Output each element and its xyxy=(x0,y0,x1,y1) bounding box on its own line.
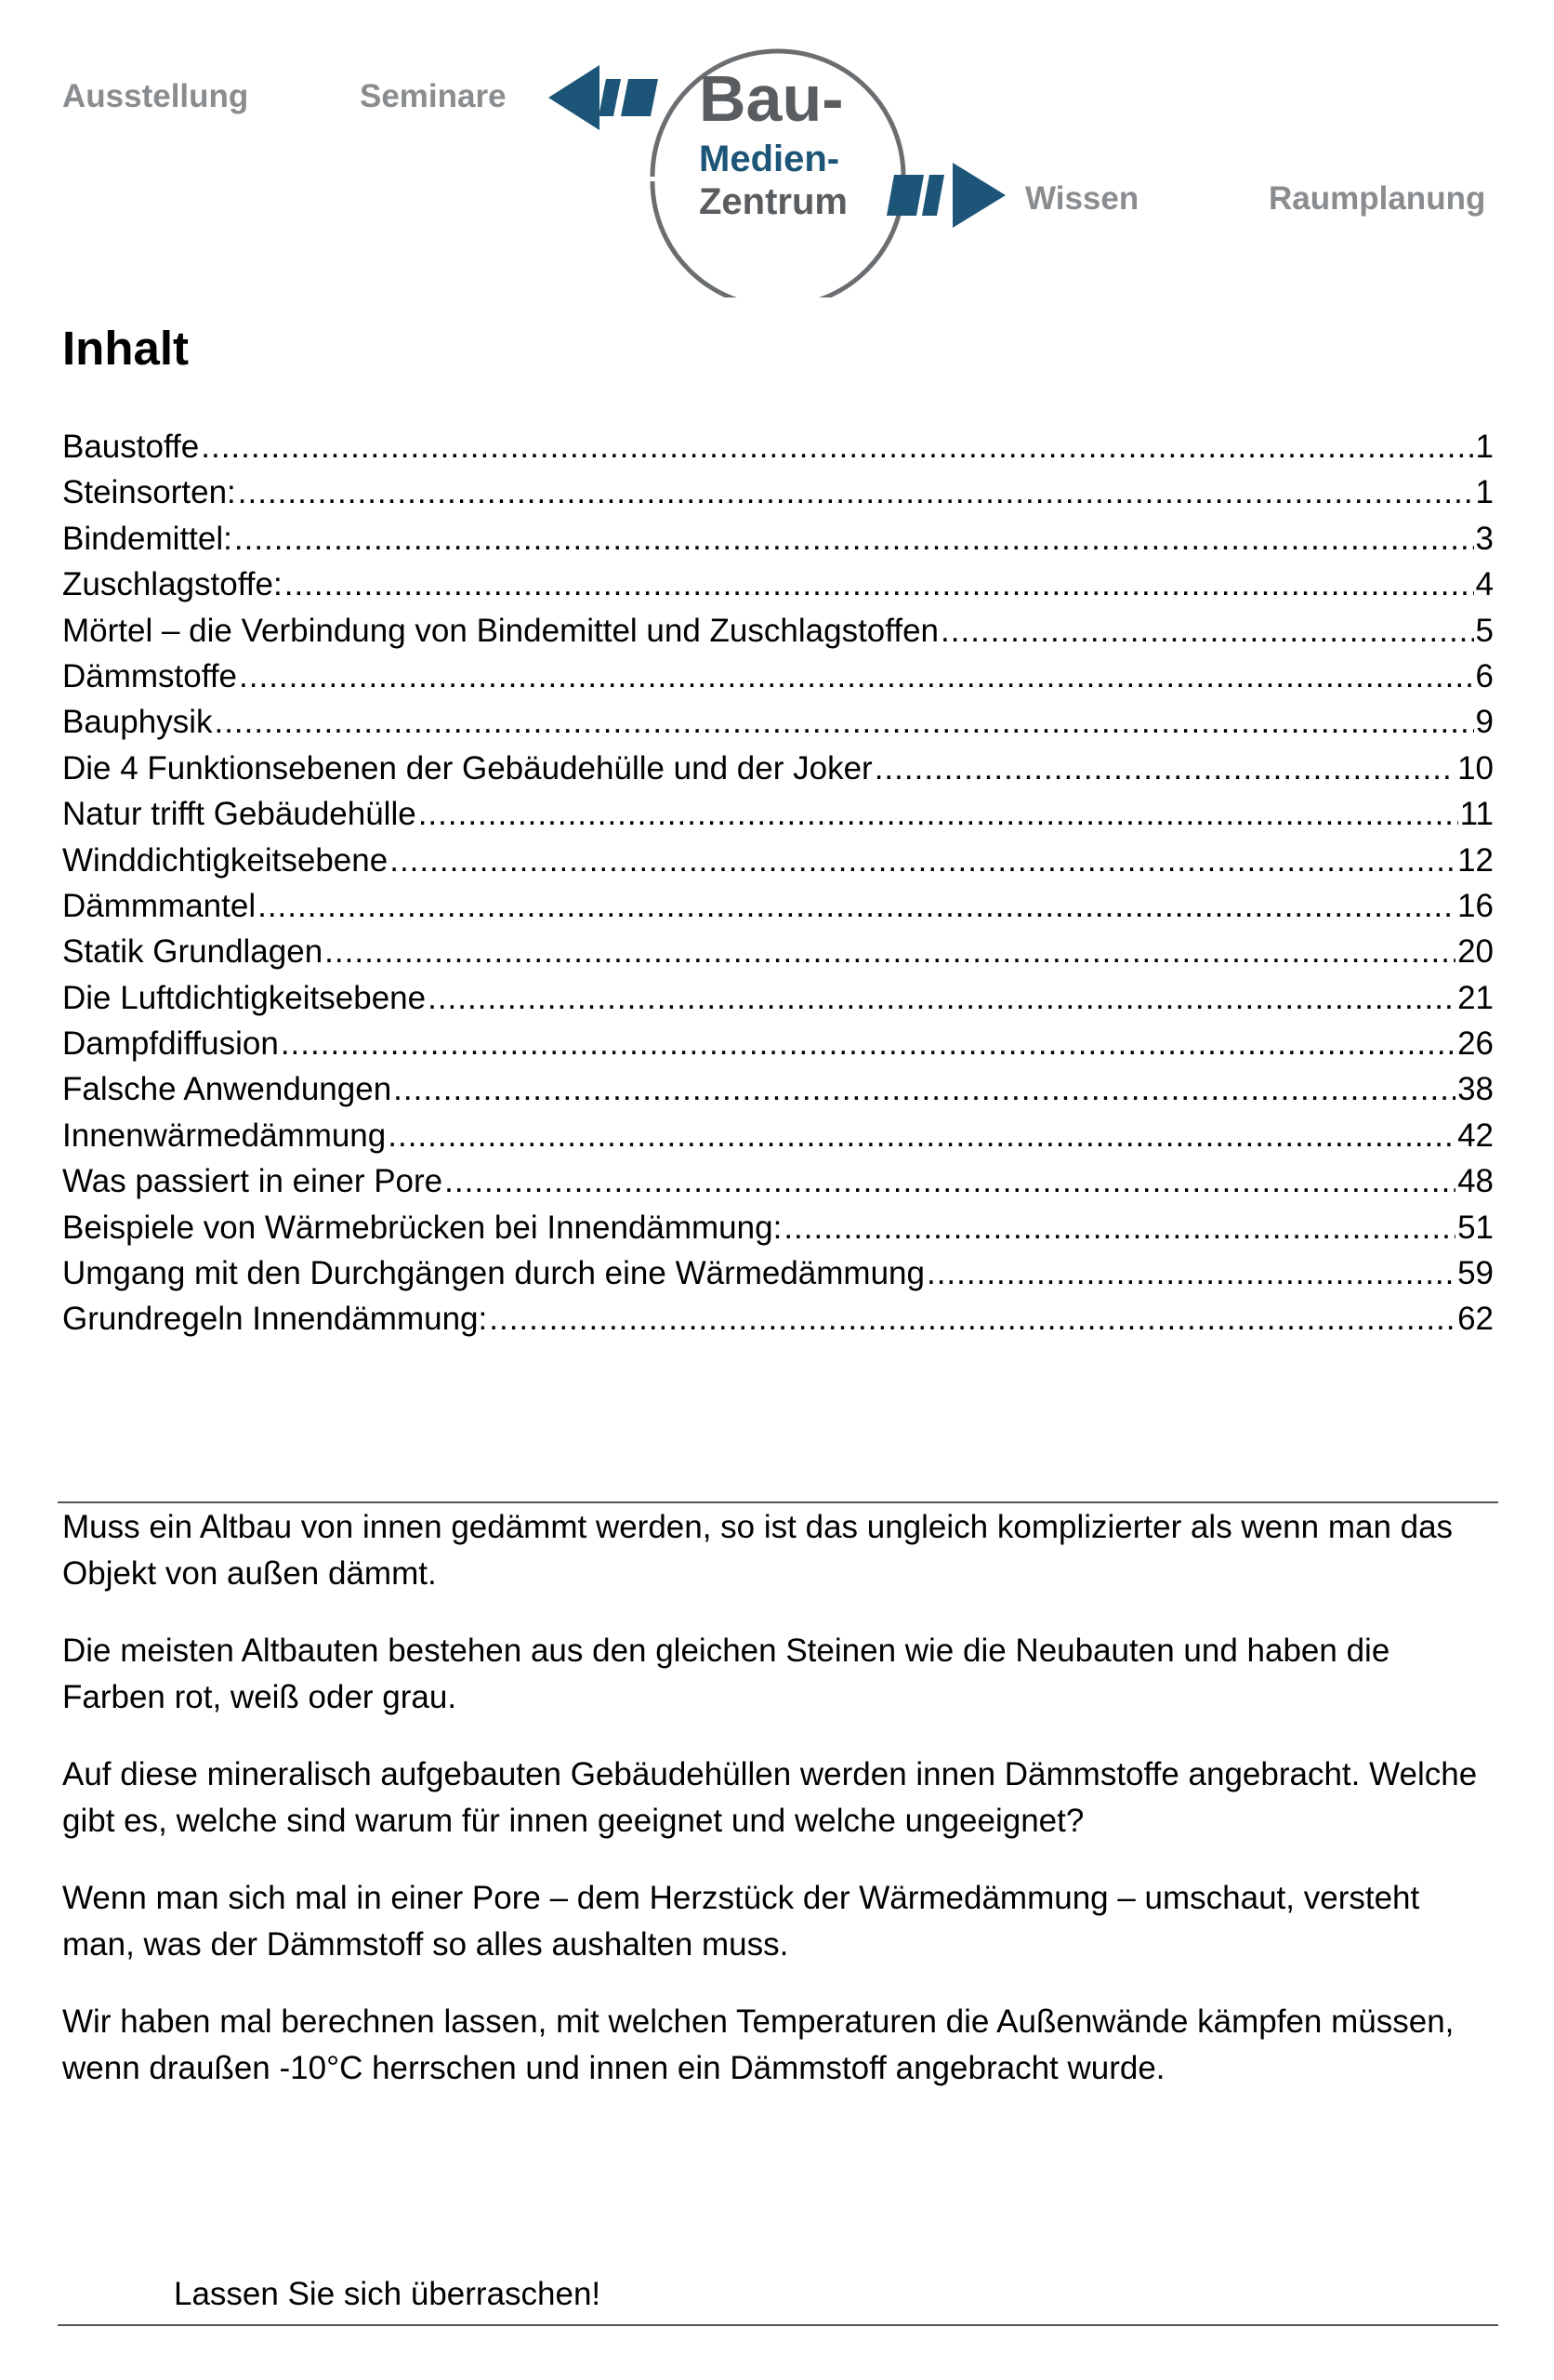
toc-entry[interactable] xyxy=(62,1250,1494,1296)
toc-entry[interactable] xyxy=(62,838,1494,883)
toc-entry[interactable] xyxy=(62,1113,1494,1158)
toc-leader-dots xyxy=(489,1296,1455,1342)
toc-leader-dots xyxy=(239,654,1474,699)
logo-bar xyxy=(922,175,944,216)
toc-entry[interactable] xyxy=(62,929,1494,974)
toc-entry-page: 20 xyxy=(1457,933,1494,971)
toc-entry-label: Falsche Anwendungen xyxy=(62,1071,392,1108)
toc-entry-label: Steinsorten: xyxy=(62,474,236,511)
toc-leader-dots xyxy=(324,929,1455,974)
toc-entry-page: 10 xyxy=(1457,749,1494,787)
table-of-contents xyxy=(62,424,1494,1342)
page-title: Inhalt xyxy=(62,322,189,375)
toc-entry-page: 21 xyxy=(1457,979,1494,1016)
toc-entry-page: 4 xyxy=(1475,566,1494,603)
toc-leader-dots xyxy=(257,883,1455,929)
toc-entry[interactable] xyxy=(62,1066,1494,1112)
nav-raumplanung[interactable]: Raumplanung xyxy=(1269,180,1486,217)
toc-entry[interactable] xyxy=(62,424,1494,469)
toc-leader-dots xyxy=(941,608,1474,654)
toc-entry-page: 26 xyxy=(1457,1025,1494,1063)
toc-entry-label: Dampfdiffusion xyxy=(62,1025,279,1063)
paragraph: Wenn man sich mal in einer Pore – dem Herzstück der Wärmedämmung – umschaut, versteht man, was der Dämmstoff so alles aushalten muss. xyxy=(62,1880,1420,1963)
toc-entry[interactable] xyxy=(62,1296,1494,1342)
toc-entry-label: Beispiele von Wärmebrücken bei Innendämmung: xyxy=(62,1209,783,1246)
logo-text-zentrum: Zentrum xyxy=(699,181,848,222)
toc-entry-label: Natur trifft Gebäudehülle xyxy=(62,796,416,833)
toc-entry-label: Was passiert in einer Pore xyxy=(62,1163,443,1200)
toc-leader-dots xyxy=(418,791,1458,837)
toc-entry-label: Bauphysik xyxy=(62,704,213,741)
toc-entry-label: Winddichtigkeitsebene xyxy=(62,841,388,879)
nav-ausstellung[interactable]: Ausstellung xyxy=(62,78,249,114)
paragraph: Auf diese mineralisch aufgebauten Gebäudehüllen werden innen Dämmstoffe angebracht. Welche gibt es, welche sind warum für innen geeignet und welche ungeeignet? xyxy=(62,1756,1478,1839)
toc-leader-dots xyxy=(388,1113,1455,1158)
toc-entry[interactable] xyxy=(62,975,1494,1021)
toc-entry-page: 9 xyxy=(1475,704,1494,741)
logo-bar xyxy=(887,175,924,216)
toc-leader-dots xyxy=(214,699,1473,745)
toc-entry-page: 12 xyxy=(1457,841,1494,879)
toc-leader-dots xyxy=(389,838,1455,883)
toc-entry-page: 16 xyxy=(1457,887,1494,924)
logo-bar xyxy=(621,79,658,116)
toc-entry-label: Baustoffe xyxy=(62,429,200,465)
toc-leader-dots xyxy=(284,562,1474,607)
logo-bar xyxy=(599,79,621,116)
logo-text-bau: Bau- xyxy=(699,62,844,135)
toc-entry[interactable] xyxy=(62,791,1494,837)
toc-leader-dots xyxy=(234,516,1474,562)
toc-entry-page: 1 xyxy=(1475,429,1494,465)
toc-entry-page: 62 xyxy=(1457,1301,1494,1338)
logo-text-medien: Medien- xyxy=(699,139,840,179)
toc-leader-dots xyxy=(393,1066,1455,1112)
toc-leader-dots xyxy=(238,469,1474,515)
toc-entry[interactable] xyxy=(62,1158,1494,1204)
closing-line: Lassen Sie sich überraschen! xyxy=(174,2276,601,2312)
toc-entry-label: Bindemittel: xyxy=(62,520,232,557)
toc-entry[interactable] xyxy=(62,1205,1494,1250)
toc-leader-dots xyxy=(428,975,1455,1021)
paragraph: Muss ein Altbau von innen gedämmt werden, so ist das ungleich komplizierter als wenn man das Objekt von außen dämmt. xyxy=(62,1509,1454,1592)
toc-entry-label: Dämmstoffe xyxy=(62,657,238,694)
toc-entry[interactable] xyxy=(62,883,1494,929)
nav-seminare[interactable]: Seminare xyxy=(360,78,507,114)
paragraph: Wir haben mal berechnen lassen, mit welchen Temperaturen die Außenwände kämpfen müssen, wenn draußen -10°C herrschen und innen ein Dämmstoff angebracht wurde. xyxy=(62,2003,1455,2086)
toc-leader-dots xyxy=(927,1250,1455,1296)
divider-bottom xyxy=(58,2324,1498,2326)
toc-leader-dots xyxy=(201,424,1473,469)
toc-entry[interactable] xyxy=(62,699,1494,745)
toc-entry[interactable] xyxy=(62,469,1494,515)
toc-entry-label: Die 4 Funktionsebenen der Gebäudehülle und der Joker xyxy=(62,749,873,787)
toc-leader-dots xyxy=(784,1205,1455,1250)
toc-entry[interactable] xyxy=(62,1021,1494,1066)
divider-top xyxy=(58,1501,1498,1503)
toc-entry-page: 59 xyxy=(1457,1255,1494,1292)
toc-entry-page: 11 xyxy=(1459,796,1494,833)
toc-entry[interactable] xyxy=(62,654,1494,699)
toc-entry-label: Innenwärmedämmung xyxy=(62,1117,387,1154)
toc-entry-label: Umgang mit den Durchgängen durch eine Wärmedämmung xyxy=(62,1255,925,1292)
toc-leader-dots xyxy=(444,1158,1455,1204)
toc-entry[interactable] xyxy=(62,746,1494,791)
toc-entry-page: 38 xyxy=(1457,1071,1494,1108)
toc-entry-page: 5 xyxy=(1475,612,1494,649)
toc-entry-page: 51 xyxy=(1457,1209,1494,1246)
toc-entry-label: Statik Grundlagen xyxy=(62,933,323,971)
toc-entry[interactable] xyxy=(62,608,1494,654)
toc-entry-label: Die Luftdichtigkeitsebene xyxy=(62,979,427,1016)
toc-entry-label: Grundregeln Innendämmung: xyxy=(62,1301,488,1338)
right-arrow-icon xyxy=(953,163,1006,228)
nav-wissen[interactable]: Wissen xyxy=(1025,180,1139,217)
toc-entry[interactable] xyxy=(62,516,1494,562)
toc-entry[interactable] xyxy=(62,562,1494,607)
toc-leader-dots xyxy=(875,746,1455,791)
toc-entry-label: Zuschlagstoffe: xyxy=(62,566,283,603)
bau-medien-zentrum-logo[interactable] xyxy=(0,0,1554,298)
left-arrow-icon xyxy=(548,65,599,130)
toc-entry-page: 1 xyxy=(1475,474,1494,511)
toc-entry-page: 6 xyxy=(1475,657,1494,694)
toc-entry-page: 48 xyxy=(1457,1163,1494,1200)
paragraph: Die meisten Altbauten bestehen aus den gleichen Steinen wie die Neubauten und haben die Farben rot, weiß oder grau. xyxy=(62,1633,1390,1715)
toc-leader-dots xyxy=(281,1021,1455,1066)
toc-entry-label: Dämmmantel xyxy=(62,887,257,924)
toc-entry-page: 42 xyxy=(1457,1117,1494,1154)
toc-entry-label: Mörtel – die Verbindung von Bindemittel und Zuschlagstoffen xyxy=(62,612,940,649)
toc-entry-page: 3 xyxy=(1475,520,1494,557)
